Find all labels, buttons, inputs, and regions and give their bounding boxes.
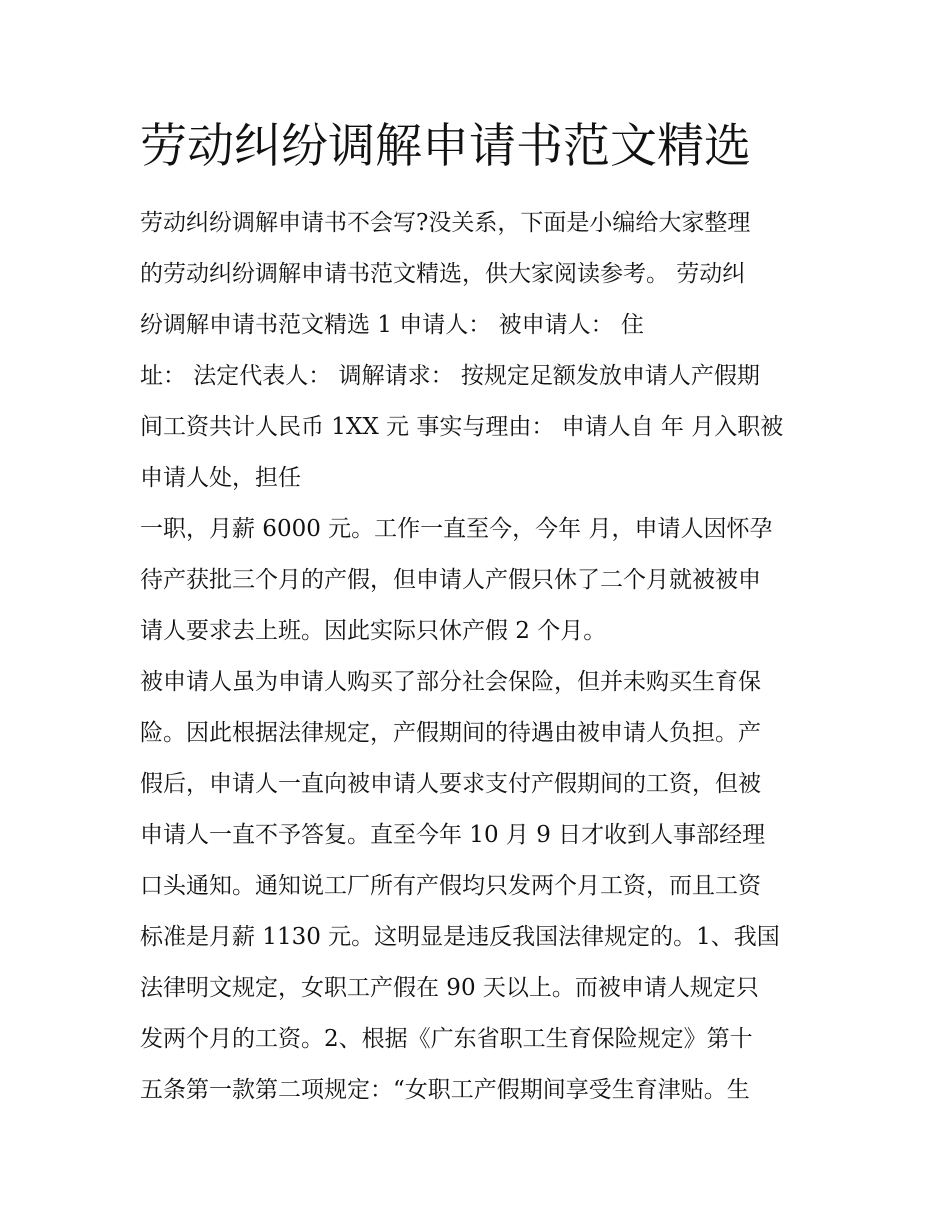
body-line: 劳动纠纷调解申请书不会写?没关系，下面是小编给大家整理: [140, 210, 751, 236]
body-line: 险。因此根据法律规定，产假期间的待遇由被申请人负担。产: [140, 720, 761, 746]
body-line: 发两个月的工资。2、根据《广东省职工生育保险规定》第十: [140, 1026, 753, 1052]
body-line: 申请人一直不予答复。直至今年 10 月 9 日才收到人事部经理: [140, 822, 766, 848]
document-title: 劳动纠纷调解申请书范文精选: [140, 119, 751, 174]
body-line: 法律明文规定，女职工产假在 90 天以上。而被申请人规定只: [140, 975, 759, 1001]
body-line: 的劳动纠纷调解申请书范文精选，供大家阅读参考。 劳动纠: [140, 261, 746, 287]
body-line: 一职，月薪 6000 元。工作一直至今，今年 月，申请人因怀孕: [140, 516, 773, 542]
body-line: 纷调解申请书范文精选 1 申请人： 被申请人： 住: [140, 312, 644, 338]
body-line: 假后，申请人一直向被申请人要求支付产假期间的工资，但被: [140, 771, 761, 797]
body-line: 五条第一款第二项规定：“女职工产假期间享受生育津贴。生: [140, 1077, 750, 1103]
body-line: 口头通知。通知说工厂所有产假均只发两个月工资，而且工资: [140, 873, 761, 899]
body-line: 待产获批三个月的产假，但申请人产假只休了二个月就被被申: [140, 567, 761, 593]
body-line: 申请人处，担任: [140, 465, 301, 491]
body-line: 间工资共计人民币 1XX 元 事实与理由： 申请人自 年 月入职被: [140, 414, 784, 440]
body-line: 标准是月薪 1130 元。这明显是违反我国法律规定的。1、我国: [140, 924, 780, 950]
document-body: [140, 198, 820, 1116]
body-line: 址： 法定代表人： 调解请求： 按规定足额发放申请人产假期: [140, 363, 760, 389]
body-line: 请人要求去上班。因此实际只休产假 2 个月。: [140, 618, 607, 644]
body-line: 被申请人虽为申请人购买了部分社会保险，但并未购买生育保: [140, 669, 761, 695]
